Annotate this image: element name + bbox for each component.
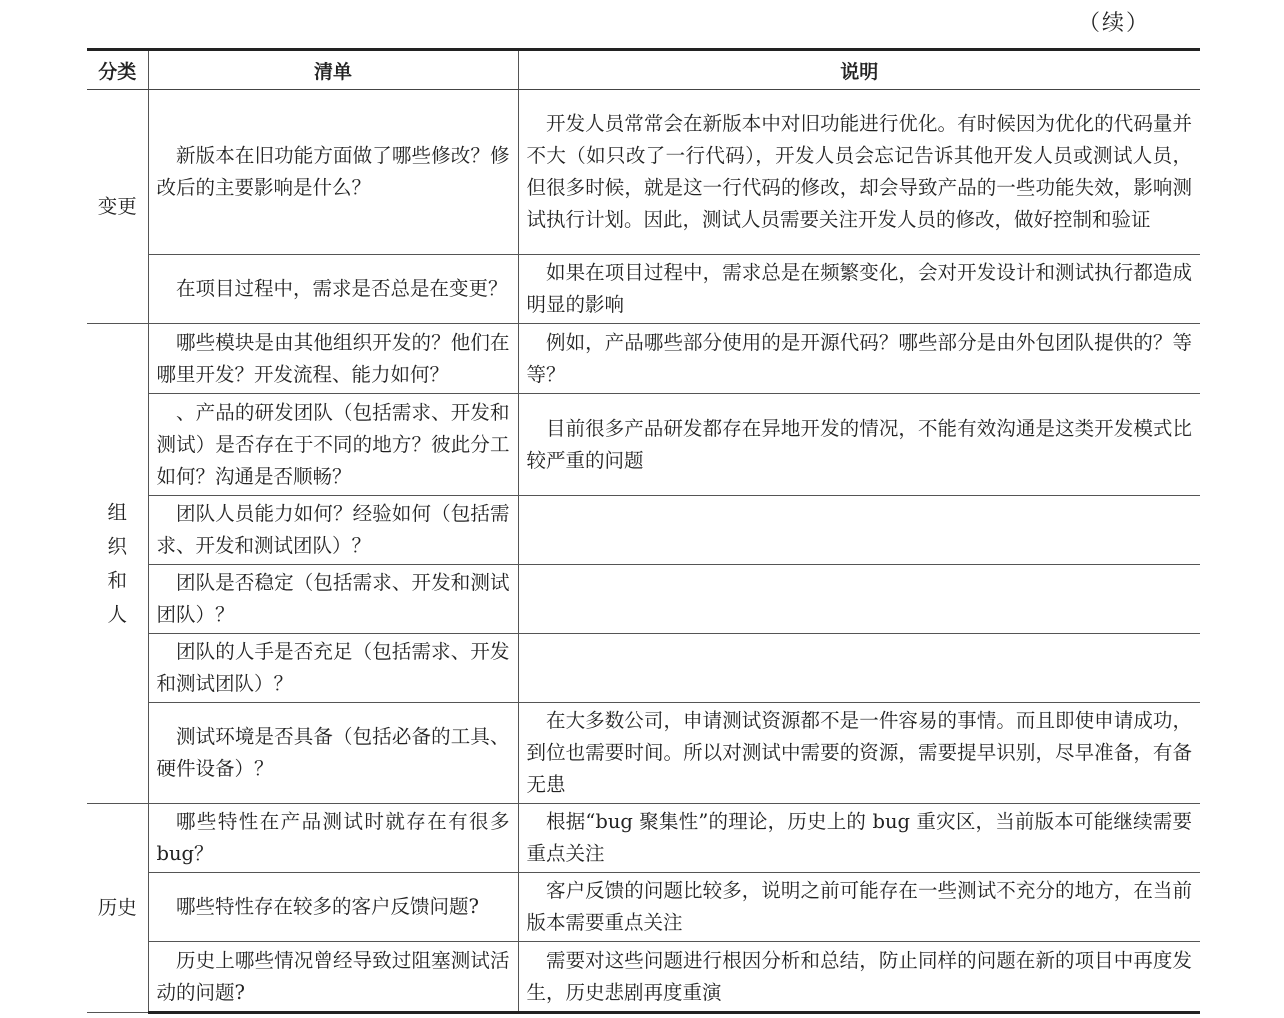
header-category: 分类 bbox=[87, 50, 148, 90]
checklist-cell: 团队是否稳定（包括需求、开发和测试团队）？ bbox=[148, 565, 518, 634]
description-cell bbox=[518, 496, 1200, 565]
category-cell: 组织和人 bbox=[87, 324, 148, 804]
table-row bbox=[87, 90, 1200, 255]
table-row bbox=[87, 565, 1200, 634]
table-row bbox=[87, 496, 1200, 565]
checklist-cell: 哪些模块是由其他组织开发的？他们在哪里开发？开发流程、能力如何？ bbox=[148, 324, 518, 394]
description-cell bbox=[518, 565, 1200, 634]
checklist-cell: 历史上哪些情况曾经导致过阻塞测试活动的问题? bbox=[148, 942, 518, 1013]
table-row bbox=[87, 255, 1200, 324]
description-cell: 在大多数公司，申请测试资源都不是一件容易的事情。而且即使申请成功，到位也需要时间。所以对测试中需要的资源，需要提早识别，尽早准备，有备无患 bbox=[518, 703, 1200, 804]
table-row bbox=[87, 324, 1200, 394]
checklist-cell: 、产品的研发团队（包括需求、开发和测试）是否存在于不同的地方？彼此分工如何？沟通是否顺畅？ bbox=[148, 394, 518, 496]
table-row bbox=[87, 873, 1200, 942]
checklist-cell: 哪些特性存在较多的客户反馈问题? bbox=[148, 873, 518, 942]
category-cell: 历史 bbox=[87, 804, 148, 1013]
description-cell: 开发人员常常会在新版本中对旧功能进行优化。有时候因为优化的代码量并不大（如只改了一行代码），开发人员会忘记告诉其他开发人员或测试人员，但很多时候，就是这一行代码的修改，却会导致产品的一些功能失效，影响测试执行计划。因此，测试人员需要关注开发人员的修改，做好控制和验证 bbox=[518, 90, 1200, 255]
description-cell: 例如，产品哪些部分使用的是开源代码？哪些部分是由外包团队提供的？等等？ bbox=[518, 324, 1200, 394]
table-header-row bbox=[87, 50, 1200, 90]
checklist-cell: 在项目过程中，需求是否总是在变更？ bbox=[148, 255, 518, 324]
description-cell: 需要对这些问题进行根因分析和总结，防止同样的问题在新的项目中再度发生，历史悲剧再度重演 bbox=[518, 942, 1200, 1013]
checklist-cell: 团队的人手是否充足（包括需求、开发和测试团队）？ bbox=[148, 634, 518, 703]
description-cell: 目前很多产品研发都存在异地开发的情况，不能有效沟通是这类开发模式比较严重的问题 bbox=[518, 394, 1200, 496]
checklist-table bbox=[87, 48, 1200, 1014]
checklist-cell: 哪些特性在产品测试时就存在有很多 bug？ bbox=[148, 804, 518, 873]
checklist-cell: 新版本在旧功能方面做了哪些修改？修改后的主要影响是什么？ bbox=[148, 90, 518, 255]
header-checklist: 清单 bbox=[148, 50, 518, 90]
description-cell: 客户反馈的问题比较多，说明之前可能存在一些测试不充分的地方，在当前版本需要重点关注 bbox=[518, 873, 1200, 942]
table-row bbox=[87, 804, 1200, 873]
category-cell: 变更 bbox=[87, 90, 148, 324]
table-row bbox=[87, 634, 1200, 703]
table-row bbox=[87, 942, 1200, 1013]
checklist-cell: 团队人员能力如何？经验如何（包括需求、开发和测试团队）？ bbox=[148, 496, 518, 565]
table-row bbox=[87, 394, 1200, 496]
continued-label: （续） bbox=[1077, 11, 1150, 36]
checklist-cell: 测试环境是否具备（包括必备的工具、硬件设备）？ bbox=[148, 703, 518, 804]
description-cell: 如果在项目过程中，需求总是在频繁变化，会对开发设计和测试执行都造成明显的影响 bbox=[518, 255, 1200, 324]
header-description: 说明 bbox=[518, 50, 1200, 90]
description-cell bbox=[518, 634, 1200, 703]
table-row bbox=[87, 703, 1200, 804]
description-cell: 根据“bug 聚集性”的理论，历史上的 bug 重灾区，当前版本可能继续需要重点关注 bbox=[518, 804, 1200, 873]
